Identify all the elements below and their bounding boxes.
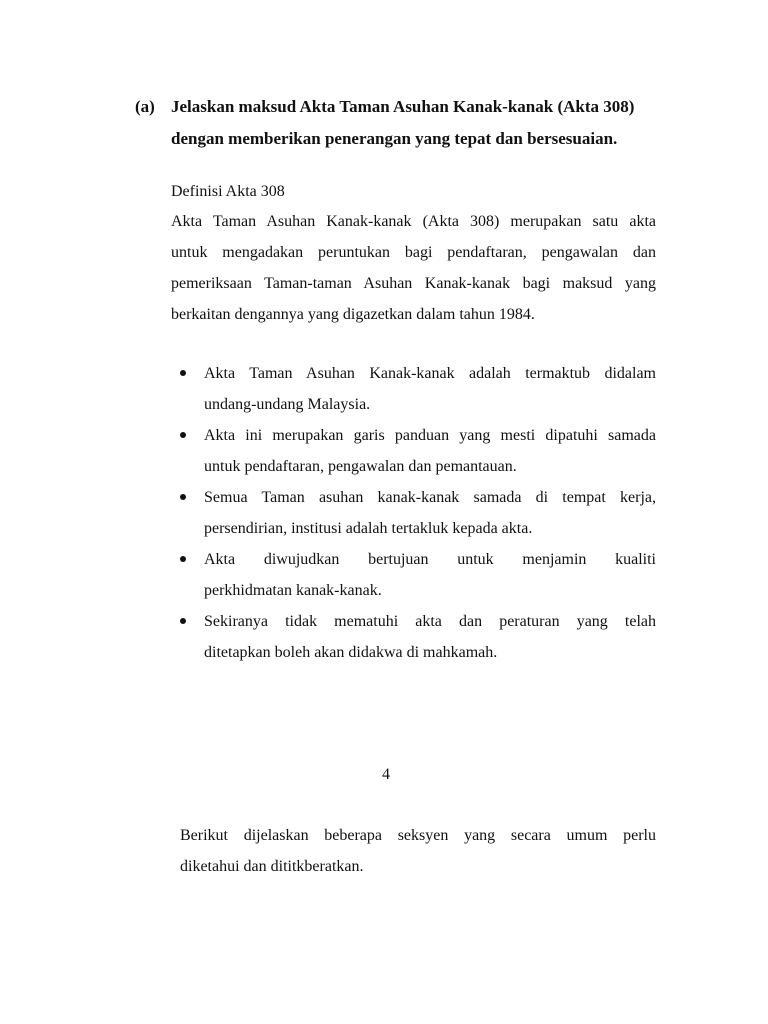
paragraph-line: Berikut dijelaskan beberapa seksyen yang secara umum perlu (180, 827, 656, 844)
bullet-line: undang-undang Malaysia. (204, 396, 371, 413)
bullet-item (180, 482, 656, 544)
paragraph-line: pemeriksaan Taman-taman Asuhan Kanak-kanak bagi maksud yang (171, 275, 656, 292)
next-page-paragraph (180, 820, 656, 882)
paragraph-line: Akta Taman Asuhan Kanak-kanak (Akta 308) merupakan satu akta (171, 213, 656, 230)
bullet-item (180, 358, 656, 420)
bullet-icon (180, 432, 186, 438)
page-number: 4 (382, 766, 390, 783)
bullet-list (180, 358, 656, 668)
question-label: (a) (135, 97, 155, 116)
paragraph-line: diketahui dan dititkberatkan. (180, 858, 364, 875)
bullet-line: persendirian, institusi adalah tertakluk kepada akta. (204, 520, 533, 537)
definition-paragraph (171, 206, 656, 330)
paragraph-line: untuk mengadakan peruntukan bagi pendaftaran, pengawalan dan (171, 244, 656, 261)
bullet-line: Sekiranya tidak mematuhi akta dan peraturan yang telah (204, 613, 656, 630)
definition-heading: Definisi Akta 308 (171, 183, 285, 200)
question-line: dengan memberikan penerangan yang tepat dan bersesuaian. (171, 129, 618, 148)
question-line: Jelaskan maksud Akta Taman Asuhan Kanak-kanak (Akta 308) (171, 97, 635, 116)
bullet-icon (180, 494, 186, 500)
bullet-line: untuk pendaftaran, pengawalan dan pemantauan. (204, 458, 517, 475)
bullet-item (180, 544, 656, 606)
bullet-line: Akta diwujudkan bertujuan untuk menjamin kualiti (204, 551, 656, 568)
bullet-line: Akta Taman Asuhan Kanak-kanak adalah termaktub didalam (204, 365, 656, 382)
bullet-line: perkhidmatan kanak-kanak. (204, 582, 382, 599)
bullet-icon (180, 370, 186, 376)
paragraph-line: berkaitan dengannya yang digazetkan dalam tahun 1984. (171, 306, 535, 323)
bullet-icon (180, 618, 186, 624)
bullet-item (180, 420, 656, 482)
bullet-line: Semua Taman asuhan kanak-kanak samada di tempat kerja, (204, 489, 656, 506)
bullet-line: ditetapkan boleh akan didakwa di mahkamah. (204, 644, 498, 661)
bullet-item (180, 606, 656, 668)
bullet-line: Akta ini merupakan garis panduan yang mesti dipatuhi samada (204, 427, 656, 444)
question-text (171, 91, 666, 155)
bullet-icon (180, 556, 186, 562)
